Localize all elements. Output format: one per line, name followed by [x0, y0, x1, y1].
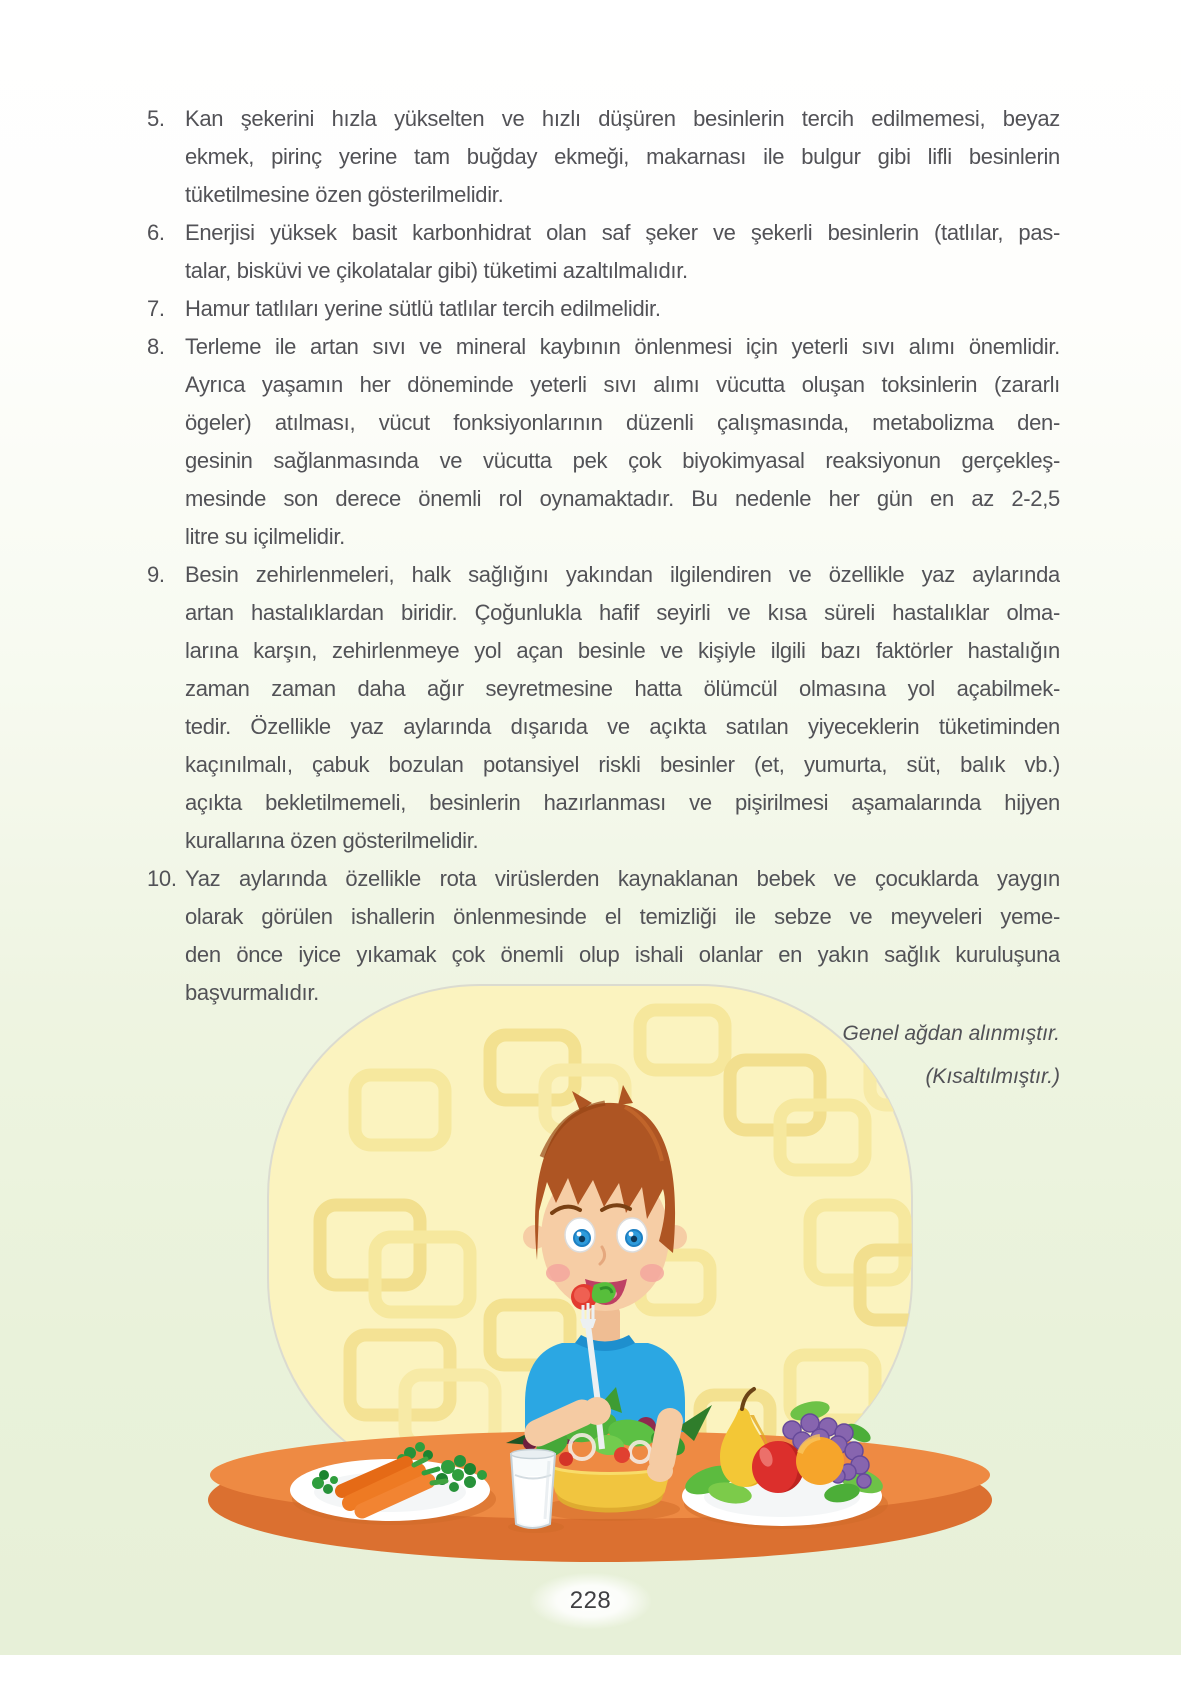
boy-eating-salad-illustration: [170, 975, 1010, 1575]
attribution-line-1: Genel ağdan alınmıştır.: [842, 1022, 1060, 1045]
text-line: Hamur tatlıları yerine sütlü tatlılar tercih edilmelidir.: [185, 296, 661, 321]
text-line: artan hastalıklardan biridir. Çoğunlukla hafif seyirli ve kısa süreli hastalıklar olma-: [185, 600, 1060, 625]
text-line: tedir. Özellikle yaz aylarında dışarıda ve açıkta satılan yiyeceklerin tüketiminden: [185, 714, 1060, 739]
text-line: ögeler) atılması, vücut fonksiyonlarının düzenli çalışmasında, metabolizma den-: [185, 410, 1060, 435]
left-arm: [538, 1413, 582, 1433]
text-line: larına karşın, zehirlenmeye yol açan besinle ve kişiyle ilgili bazı faktörler hastalığın: [185, 638, 1060, 663]
list-item-text: [185, 214, 1060, 290]
text-line: zaman zaman daha ağır seyretmesine hatta ölümcül olmasına yol açabilmek-: [185, 676, 1060, 701]
left-hand: [583, 1397, 611, 1425]
apple: [752, 1441, 804, 1493]
list-item: [147, 290, 1060, 328]
text-line: olarak görülen ishallerin önlenmesinde el temizliği ile sebze ve meyveleri yeme-: [185, 904, 1060, 929]
list-item: [147, 328, 1060, 556]
text-line: Besin zehirlenmeleri, halk sağlığını yakından ilgilendiren ve özellikle yaz aylarında: [185, 562, 1060, 587]
attribution-line-2: (Kısaltılmıştır.): [925, 1065, 1060, 1088]
text-line: Yaz aylarında özellikle rota virüslerden kaynaklanan bebek ve çocuklarda yaygın: [185, 866, 1060, 891]
text-line: kaçınılmalı, çabuk bozulan potansiyel riskli besinler (et, yumurta, süt, balık vb.): [185, 752, 1060, 777]
list-item-number: 5.: [147, 106, 165, 131]
text-line: başvurmalıdır.: [185, 980, 319, 1005]
text-line: litre su içilmelidir.: [185, 524, 345, 549]
list-item-number: 8.: [147, 334, 165, 359]
list-item-number: 6.: [147, 220, 165, 245]
text-line: Ayrıca yaşamın her döneminde yeterli sıvı alımı vücutta oluşan toksinlerin (zararlı: [185, 372, 1060, 397]
right-hand: [647, 1460, 673, 1482]
text-line: tüketilmesine özen gösterilmelidir.: [185, 182, 504, 207]
text-line: gesinin sağlanmasında ve vücutta pek çok biyokimyasal reaksiyonun gerçekleş-: [185, 448, 1060, 473]
page-number: 228: [530, 1573, 652, 1629]
right-arm: [662, 1421, 670, 1461]
text-line: açıkta bekletilmemeli, besinlerin hazırlanması ve pişirilmesi aşamalarında hijyen: [185, 790, 1060, 815]
list-item: [147, 556, 1060, 860]
list-item-number: 9.: [147, 562, 165, 587]
text-line: mesinde son derece önemli rol oynamaktadır. Bu nedenle her gün en az 2-2,5: [185, 486, 1060, 511]
page-bottom-margin: [0, 1655, 1181, 1683]
list-item: [147, 100, 1060, 214]
numbered-list: [147, 100, 1060, 1012]
text-line: Kan şekerini hızla yükselten ve hızlı düşüren besinlerin tercih edilmemesi, beyaz: [185, 106, 1060, 131]
list-item-text: [185, 328, 1060, 556]
list-item-number: 7.: [147, 296, 165, 321]
cheek-right: [640, 1264, 664, 1282]
orange-fruit: [796, 1437, 844, 1485]
list-item-text: [185, 290, 1060, 328]
text-line: talar, bisküvi ve çikolatalar gibi) tüketimi azaltılmalıdır.: [185, 258, 688, 283]
text-line: kurallarına özen gösterilmelidir.: [185, 828, 479, 853]
cheek-left: [546, 1264, 570, 1282]
list-item: [147, 214, 1060, 290]
text-line: ekmek, pirinç yerine tam buğday ekmeği, makarnası ile bulgur gibi lifli besinlerin: [185, 144, 1060, 169]
text-line: den önce iyice yıkamak çok önemli olup ishali olanlar en yakın sağlık kuruluşuna: [185, 942, 1060, 967]
list-item-text: [185, 100, 1060, 214]
text-line: Enerjisi yüksek basit karbonhidrat olan saf şeker ve şekerli besinlerin (tatlılar, pas-: [185, 220, 1060, 245]
text-line: Terleme ile artan sıvı ve mineral kaybının önlenmesi için yeterli sıvı alımı önemlidir.: [185, 334, 1060, 359]
list-item-text: [185, 556, 1060, 860]
list-item-number: 10.: [147, 866, 177, 891]
